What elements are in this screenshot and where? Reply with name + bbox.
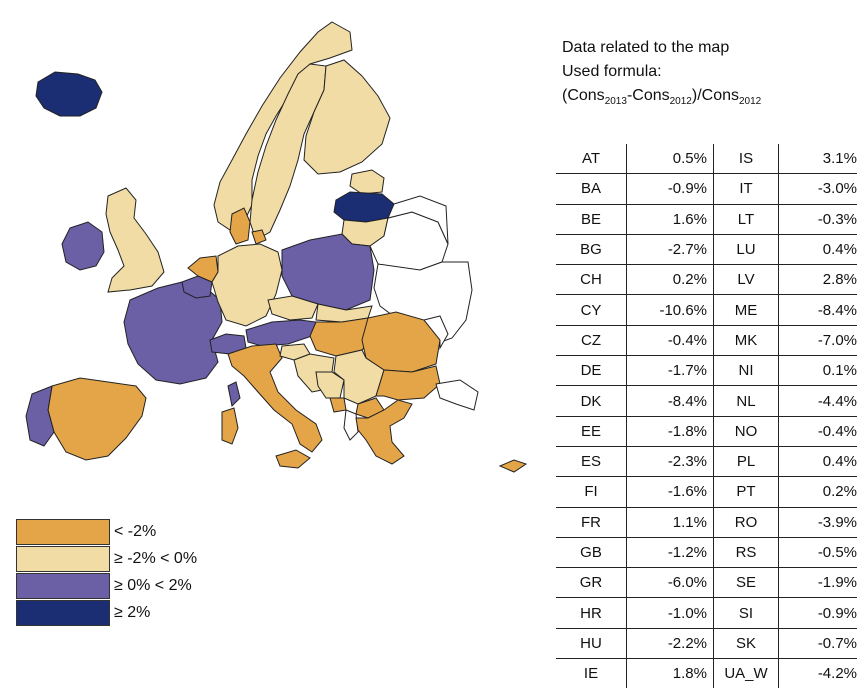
table-cell-country-code: UA_W xyxy=(714,659,779,688)
table-cell-country-code: FR xyxy=(556,507,627,537)
table-row xyxy=(556,628,857,658)
table-cell-value: 2.8% xyxy=(822,271,857,289)
data-table xyxy=(556,144,857,688)
legend-item xyxy=(16,518,197,545)
table-cell-value: -1.2% xyxy=(627,537,714,567)
legend-label: ≥ 2% xyxy=(114,603,151,621)
legend-item xyxy=(16,599,197,626)
region-fr-corsica xyxy=(228,382,240,406)
legend-swatch xyxy=(16,573,110,599)
table-cell-country-code: DK xyxy=(556,386,627,416)
table-cell-country-code: BA xyxy=(556,174,627,204)
table-cell-country-code: NI xyxy=(714,356,779,386)
table-cell-country-code: SE xyxy=(714,568,779,598)
table-cell-country-code: NO xyxy=(714,416,779,446)
table-cell-country-code: NL xyxy=(714,386,779,416)
table-cell-country-code: BG xyxy=(556,234,627,264)
table-row xyxy=(556,537,857,567)
info-title: Data related to the map xyxy=(562,39,730,56)
table-row xyxy=(556,598,857,628)
table-cell-value: 0.4% xyxy=(822,241,857,259)
region-gb xyxy=(106,188,164,292)
table-row xyxy=(556,144,857,174)
region-pt xyxy=(26,386,54,446)
table-cell-value: -6.0% xyxy=(627,568,714,598)
table-cell-value: 0.2% xyxy=(822,483,857,501)
table-cell-country-code: GB xyxy=(556,537,627,567)
table-cell-value: -2.2% xyxy=(627,628,714,658)
europe-map xyxy=(0,0,540,510)
table-cell-country-code: FI xyxy=(556,477,627,507)
table-cell-value: -1.9% xyxy=(817,574,857,592)
legend xyxy=(16,518,197,626)
table-cell-value: -0.9% xyxy=(627,174,714,204)
region-ie xyxy=(62,222,104,270)
region-fr xyxy=(124,282,222,384)
table-cell-value: -0.9% xyxy=(817,604,857,622)
table-row xyxy=(556,386,857,416)
map-info xyxy=(562,36,761,114)
legend-label: ≥ -2% < 0% xyxy=(114,549,198,567)
table-cell-value: 3.1% xyxy=(822,150,857,168)
table-cell-country-code: SK xyxy=(714,628,779,658)
table-cell-country-code: LV xyxy=(714,265,779,295)
region-es xyxy=(48,378,146,460)
table-cell-country-code: LU xyxy=(714,234,779,264)
table-cell-value: -2.7% xyxy=(627,234,714,264)
table-cell-country-code: CY xyxy=(556,295,627,325)
table-cell-country-code: BE xyxy=(556,204,627,234)
table-cell-value: 0.1% xyxy=(822,362,857,380)
table-cell-country-code: LT xyxy=(714,204,779,234)
formula: (Cons$_{2013}$-Cons$_{2012}$)/Cons$_{2012}$ xyxy=(562,87,762,108)
legend-label: < -2% xyxy=(114,522,157,540)
table-cell-country-code: PL xyxy=(714,446,779,476)
table-row xyxy=(556,174,857,204)
legend-swatch xyxy=(16,546,110,572)
table-cell-value: -8.4% xyxy=(627,386,714,416)
table-cell-country-code: HU xyxy=(556,628,627,658)
table-cell-country-code: AT xyxy=(556,144,627,174)
table-cell-value: -8.4% xyxy=(817,301,857,319)
table-cell-country-code: CZ xyxy=(556,325,627,355)
table-row xyxy=(556,234,857,264)
table-cell-country-code: CH xyxy=(556,265,627,295)
table-cell-value: -0.3% xyxy=(817,210,857,228)
region-it-sicily xyxy=(276,450,310,468)
region-ee xyxy=(350,170,384,194)
table-cell-value: 0.2% xyxy=(627,265,714,295)
table-row xyxy=(556,295,857,325)
table-cell-country-code: EE xyxy=(556,416,627,446)
table-cell-country-code: GR xyxy=(556,568,627,598)
table-cell-value: 1.6% xyxy=(627,204,714,234)
table-cell-value: -1.0% xyxy=(627,598,714,628)
table-cell-value: -0.4% xyxy=(817,422,857,440)
legend-swatch xyxy=(16,519,110,545)
table-cell-country-code: SI xyxy=(714,598,779,628)
table-cell-value: -1.6% xyxy=(627,477,714,507)
table-cell-country-code: RO xyxy=(714,507,779,537)
table-cell-country-code: MK xyxy=(714,325,779,355)
table-row xyxy=(556,416,857,446)
table-cell-country-code: IS xyxy=(714,144,779,174)
region-lv xyxy=(334,192,394,222)
legend-item xyxy=(16,572,197,599)
table-cell-country-code: IE xyxy=(556,659,627,688)
table-cell-value: 1.8% xyxy=(627,659,714,688)
legend-label: ≥ 0% < 2% xyxy=(114,576,192,594)
region-tr xyxy=(436,380,478,410)
table-cell-value: -2.3% xyxy=(627,446,714,476)
region-al xyxy=(344,410,358,440)
table-cell-value: 0.4% xyxy=(822,453,857,471)
region-at xyxy=(246,320,316,346)
table-row xyxy=(556,659,857,688)
table-cell-value: -1.8% xyxy=(627,416,714,446)
table-cell-value: 0.5% xyxy=(627,144,714,174)
table-cell-value: -3.0% xyxy=(817,180,857,198)
table-row xyxy=(556,568,857,598)
table-cell-country-code: ME xyxy=(714,295,779,325)
table-cell-value: -4.2% xyxy=(817,665,857,683)
table-row xyxy=(556,507,857,537)
table-row xyxy=(556,265,857,295)
table-cell-value: -7.0% xyxy=(817,331,857,349)
table-cell-value: -0.7% xyxy=(817,634,857,652)
table-cell-value: -4.4% xyxy=(817,392,857,410)
table-cell-country-code: DE xyxy=(556,356,627,386)
region-it-sardinia xyxy=(222,408,238,444)
table-cell-value: -0.5% xyxy=(817,544,857,561)
table-cell-country-code: IT xyxy=(714,174,779,204)
region-me xyxy=(330,398,346,412)
region-is xyxy=(36,72,102,116)
table-cell-value: -10.6% xyxy=(627,295,714,325)
legend-swatch xyxy=(16,600,110,626)
table-cell-country-code: ES xyxy=(556,446,627,476)
table-row xyxy=(556,204,857,234)
table-cell-country-code: RS xyxy=(714,537,779,567)
table-row xyxy=(556,477,857,507)
table-cell-value: -3.9% xyxy=(817,513,857,531)
table-row xyxy=(556,356,857,386)
legend-item xyxy=(16,545,197,572)
table-row xyxy=(556,325,857,355)
table-cell-value: -1.7% xyxy=(627,356,714,386)
table-cell-country-code: PT xyxy=(714,477,779,507)
table-cell-country-code: HR xyxy=(556,598,627,628)
table-row xyxy=(556,446,857,476)
table-cell-value: 1.1% xyxy=(627,507,714,537)
table-cell-value: -0.4% xyxy=(627,325,714,355)
formula-label: Used formula: xyxy=(562,63,662,80)
region-cy xyxy=(500,460,526,472)
